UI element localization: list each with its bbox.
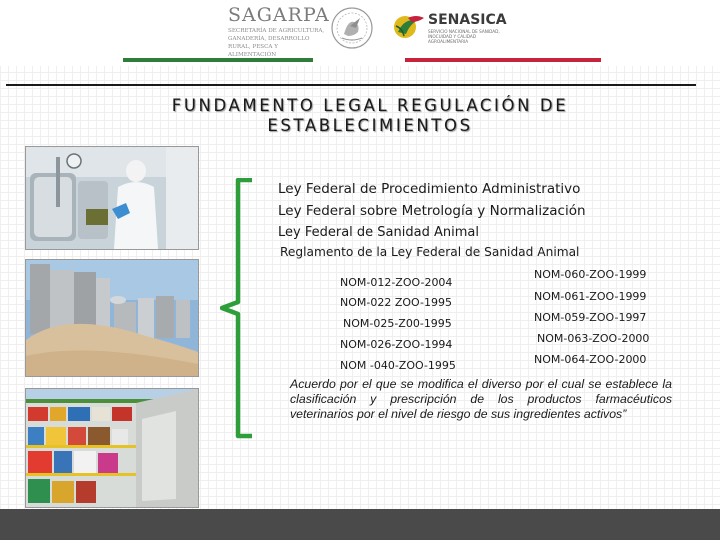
sagarpa-logo-text: SAGARPA	[228, 4, 330, 26]
nom-item: NOM-064-ZOO-2000	[534, 353, 647, 366]
nom-item: NOM-063-ZOO-2000	[537, 332, 650, 345]
law-item: Ley Federal de Procedimiento Administrativo	[278, 181, 581, 197]
slide-title-line2: ESTABLECIMIENTOS	[267, 116, 473, 135]
store-shelves-photo	[25, 388, 199, 508]
green-bracket-icon	[220, 178, 262, 440]
grain-silos-photo	[25, 259, 199, 377]
slide-title	[40, 96, 700, 136]
nom-item: NOM-061-ZOO-1999	[534, 290, 647, 303]
nom-item: NOM-025-Z00-1995	[343, 317, 452, 330]
senasica-logo-text: SENASICA	[428, 12, 507, 28]
sagarpa-green-line	[123, 58, 313, 62]
coat-of-arms-icon	[330, 6, 374, 50]
senasica-logo-icon	[392, 12, 426, 40]
sagarpa-subtitle: SECRETARÍA DE AGRICULTURA, GANADERÍA, DESARROLLO RURAL, PESCA Y ALIMENTACIÓN	[228, 28, 325, 58]
agreement-text: Acuerdo por el que se modifica el diverso por el cual se establece la clasificación y prescripción de los productos farmacéuticos veterinarios por el nivel de riesgo de sus ingredientes activos”	[290, 377, 672, 421]
law-item: Ley Federal de Sanidad Animal	[278, 225, 479, 240]
nom-item: NOM-026-ZOO-1994	[340, 338, 453, 351]
nom-item: NOM-022 ZOO-1995	[340, 296, 452, 309]
nom-item: NOM -040-ZOO-1995	[340, 359, 456, 372]
divider	[6, 84, 696, 86]
nom-item: NOM-060-ZOO-1999	[534, 268, 647, 281]
nom-item: NOM-059-ZOO-1997	[534, 311, 647, 324]
senasica-red-line	[405, 58, 601, 62]
nom-item: NOM-012-ZOO-2004	[340, 276, 453, 289]
law-item: Ley Federal sobre Metrología y Normalización	[278, 203, 586, 219]
slide-title-line1: FUNDAMENTO LEGAL REGULACIÓN DE	[171, 96, 569, 115]
laboratory-photo	[25, 146, 199, 250]
senasica-subtitle: SERVICIO NACIONAL DE SANIDAD, INOCUIDAD Y CALIDAD AGROALIMENTARIA	[428, 29, 500, 44]
regulation-item: Reglamento de la Ley Federal de Sanidad Animal	[280, 245, 580, 259]
footer-bar	[0, 509, 720, 540]
